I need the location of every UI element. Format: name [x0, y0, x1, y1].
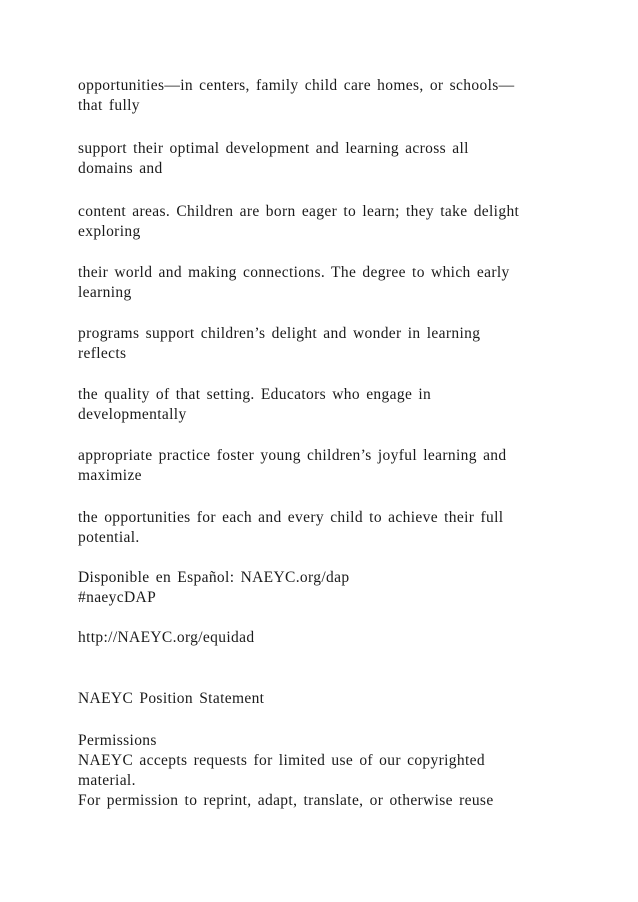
hashtag-line: #naeycDAP — [78, 589, 157, 606]
body-text-line: developmentally — [78, 406, 187, 423]
body-text-line: the opportunities for each and every child to achieve their full — [78, 509, 504, 526]
body-text-line: support their optimal development and learning across all — [78, 140, 469, 157]
body-text-line: NAEYC accepts requests for limited use of our copyrighted — [78, 752, 485, 769]
body-text-line: the quality of that setting. Educators who engage in — [78, 386, 432, 403]
body-text-line: their world and making connections. The degree to which early — [78, 264, 510, 281]
url-line: http://NAEYC.org/equidad — [78, 629, 255, 646]
body-text-line: material. — [78, 772, 136, 789]
body-text-line: maximize — [78, 467, 142, 484]
body-text-line: content areas. Children are born eager to learn; they take delight — [78, 203, 520, 220]
body-text-line: exploring — [78, 223, 141, 240]
spanish-availability-line: Disponible en Español: NAEYC.org/dap — [78, 569, 350, 586]
body-text-line: For permission to reprint, adapt, translate, or otherwise reuse — [78, 792, 494, 809]
body-text-line: programs support children’s delight and wonder in learning — [78, 325, 481, 342]
body-text-line: potential. — [78, 529, 140, 546]
body-text-line: reflects — [78, 345, 127, 362]
body-text-line: opportunities—in centers, family child care homes, or schools— — [78, 77, 515, 94]
section-title: NAEYC Position Statement — [78, 690, 265, 707]
permissions-heading: Permissions — [78, 732, 157, 749]
body-text-line: learning — [78, 284, 132, 301]
body-text-line: domains and — [78, 160, 163, 177]
body-text-line: that fully — [78, 97, 140, 114]
body-text-line: appropriate practice foster young children’s joyful learning and — [78, 447, 507, 464]
